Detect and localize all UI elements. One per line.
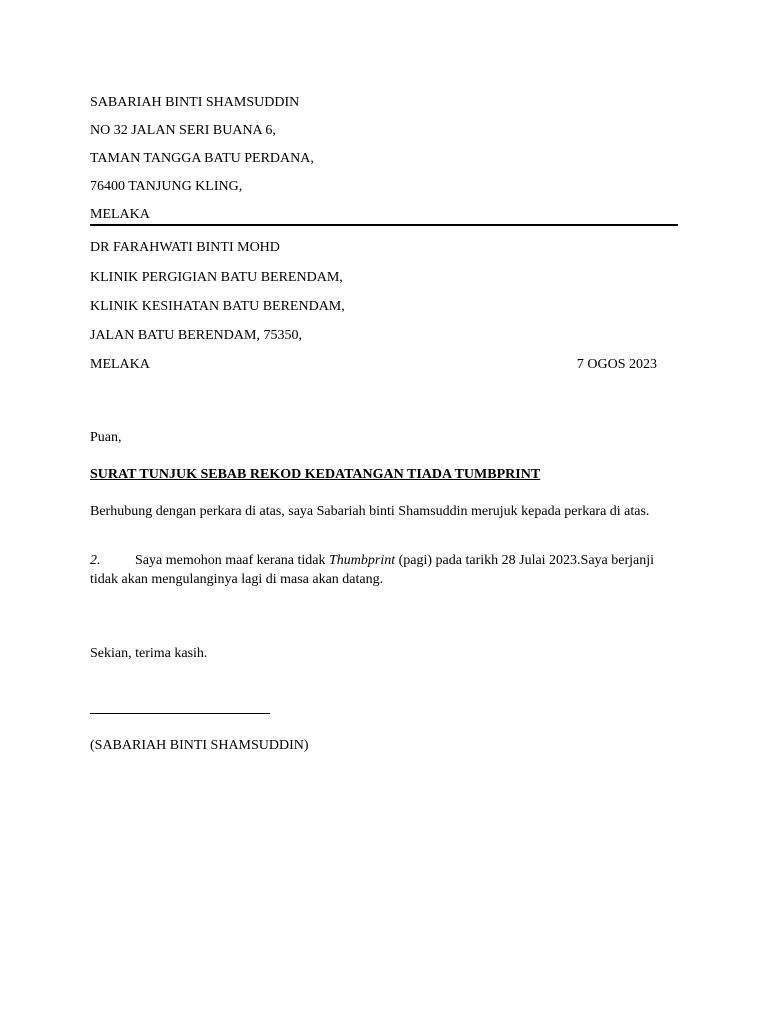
letter-date: 7 OGOS 2023 — [576, 357, 657, 372]
signature-line — [90, 713, 270, 714]
signature-name: (SABARIAH BINTI SHAMSUDDIN) — [90, 738, 309, 753]
paragraph-2-text-after: (pagi) pada tarikh 28 Julai 2023.Saya berjanji tidak akan mengulanginya lagi di masa akan datang. — [90, 553, 655, 587]
sender-address-line-3: 76400 TANJUNG KLING, — [90, 179, 243, 194]
paragraph-number: 2. — [90, 553, 101, 568]
sender-state: MELAKA — [90, 207, 150, 222]
subject-heading: SURAT TUNJUK SEBAB REKOD KEDATANGAN TIADA TUMBPRINT — [90, 467, 541, 482]
paragraph-2-italic-term: Thumbprint — [328, 553, 396, 568]
recipient-line-1: KLINIK PERGIGIAN BATU BERENDAM, — [90, 270, 343, 285]
recipient-state: MELAKA — [90, 357, 150, 372]
paragraph-2-text-before: Saya memohon maaf kerana tidak — [135, 553, 329, 568]
body-paragraph-2 — [90, 551, 670, 589]
closing: Sekian, terima kasih. — [90, 646, 208, 661]
sender-address-line-1: NO 32 JALAN SERI BUANA 6, — [90, 123, 276, 138]
salutation: Puan, — [90, 430, 122, 445]
recipient-name: DR FARAHWATI BINTI MOHD — [90, 240, 280, 255]
header-divider — [90, 224, 678, 226]
sender-name: SABARIAH BINTI SHAMSUDDIN — [90, 95, 300, 110]
sender-address-line-2: TAMAN TANGGA BATU PERDANA, — [90, 151, 314, 166]
recipient-line-2: KLINIK KESIHATAN BATU BERENDAM, — [90, 299, 345, 314]
body-paragraph-1: Berhubung dengan perkara di atas, saya Sabariah binti Shamsuddin merujuk kepada perkara di atas. — [90, 504, 650, 519]
recipient-line-3: JALAN BATU BERENDAM, 75350, — [90, 328, 302, 343]
